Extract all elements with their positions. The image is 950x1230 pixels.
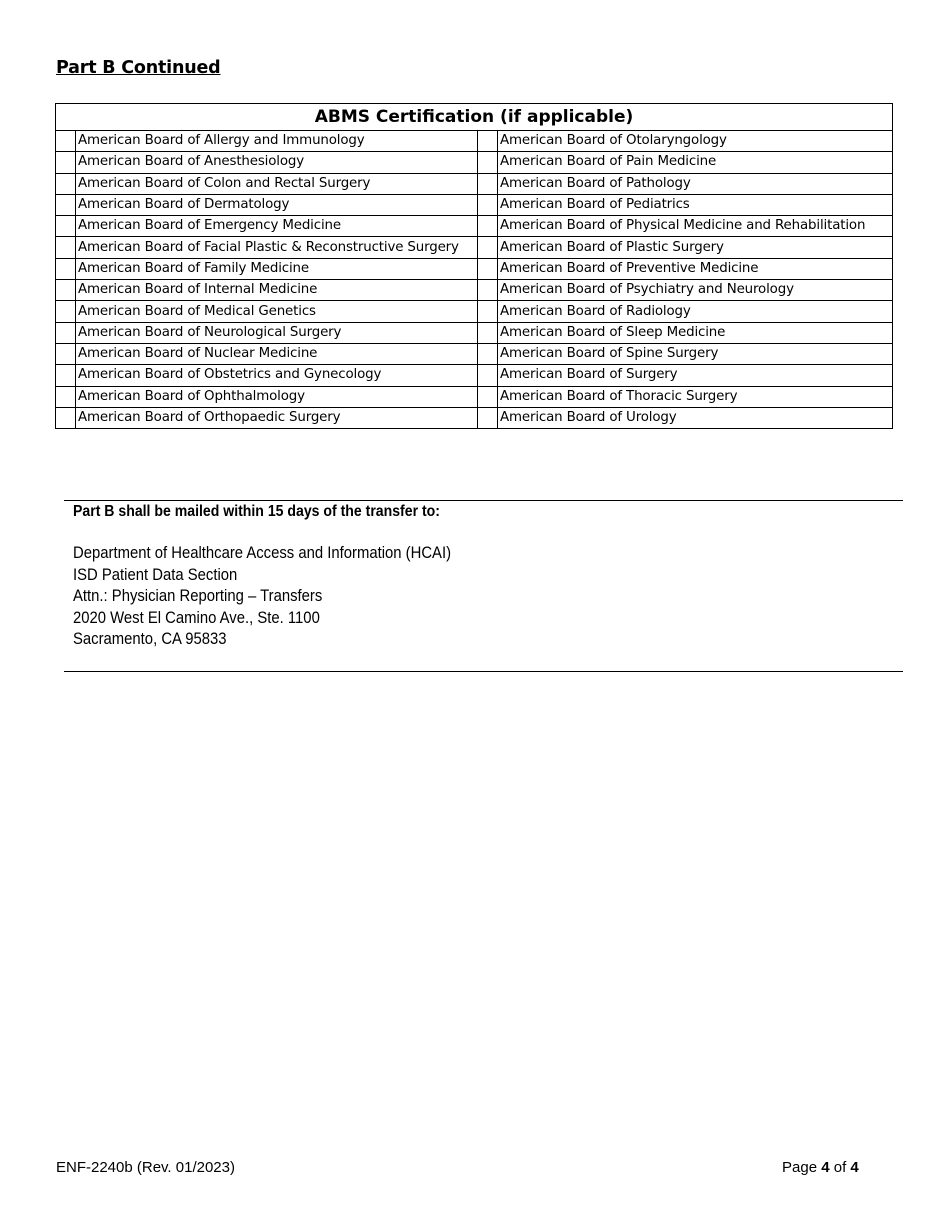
- abms-checkbox-left[interactable]: [56, 216, 76, 237]
- abms-checkbox-left[interactable]: [56, 301, 76, 322]
- page-label: Page: [782, 1159, 818, 1176]
- mailing-title: Part B shall be mailed within 15 days of the transfer to:: [73, 503, 440, 520]
- abms-row: [56, 407, 893, 428]
- page-current: 4: [821, 1159, 830, 1176]
- address-line: Attn.: Physician Reporting – Transfers: [73, 587, 323, 606]
- abms-checkbox-left[interactable]: [56, 407, 76, 428]
- address-line: Sacramento, CA 95833: [73, 630, 227, 649]
- abms-board-label: American Board of Orthopaedic Surgery: [76, 407, 478, 428]
- abms-board-label: American Board of Thoracic Surgery: [498, 386, 893, 407]
- abms-row: [56, 322, 893, 343]
- abms-board-label: American Board of Emergency Medicine: [76, 216, 478, 237]
- abms-checkbox-right[interactable]: [478, 194, 498, 215]
- abms-checkbox-left[interactable]: [56, 194, 76, 215]
- abms-checkbox-right[interactable]: [478, 301, 498, 322]
- form-id: ENF-2240b (Rev. 01/2023): [56, 1159, 235, 1176]
- abms-board-label: American Board of Sleep Medicine: [498, 322, 893, 343]
- abms-table-title: ABMS Certification (if applicable): [56, 104, 893, 131]
- abms-checkbox-left[interactable]: [56, 258, 76, 279]
- abms-row: [56, 173, 893, 194]
- abms-checkbox-left[interactable]: [56, 131, 76, 152]
- page-total: 4: [850, 1159, 859, 1176]
- abms-checkbox-right[interactable]: [478, 152, 498, 173]
- abms-board-label: American Board of Psychiatry and Neurology: [498, 280, 893, 301]
- abms-checkbox-left[interactable]: [56, 173, 76, 194]
- mailing-address: [73, 543, 451, 651]
- abms-board-label: American Board of Spine Surgery: [498, 343, 893, 364]
- abms-board-label: American Board of Physical Medicine and Rehabilitation: [498, 216, 893, 237]
- abms-checkbox-right[interactable]: [478, 216, 498, 237]
- abms-checkbox-right[interactable]: [478, 322, 498, 343]
- abms-board-label: American Board of Radiology: [498, 301, 893, 322]
- abms-checkbox-right[interactable]: [478, 343, 498, 364]
- abms-checkbox-left[interactable]: [56, 365, 76, 386]
- abms-board-label: American Board of Neurological Surgery: [76, 322, 478, 343]
- abms-row: [56, 386, 893, 407]
- abms-checkbox-left[interactable]: [56, 280, 76, 301]
- abms-board-label: American Board of Otolaryngology: [498, 131, 893, 152]
- abms-row: [56, 365, 893, 386]
- address-line: Department of Healthcare Access and Information (HCAI): [73, 544, 452, 562]
- abms-row: [56, 216, 893, 237]
- abms-checkbox-left[interactable]: [56, 152, 76, 173]
- abms-board-label: American Board of Internal Medicine: [76, 280, 478, 301]
- abms-board-label: American Board of Family Medicine: [76, 258, 478, 279]
- abms-row: [56, 343, 893, 364]
- abms-checkbox-right[interactable]: [478, 386, 498, 407]
- abms-checkbox-right[interactable]: [478, 237, 498, 258]
- abms-checkbox-right[interactable]: [478, 258, 498, 279]
- abms-board-label: American Board of Medical Genetics: [76, 301, 478, 322]
- abms-board-label: American Board of Preventive Medicine: [498, 258, 893, 279]
- abms-board-label: American Board of Nuclear Medicine: [76, 343, 478, 364]
- abms-board-label: American Board of Facial Plastic & Reconstructive Surgery: [76, 237, 478, 258]
- abms-checkbox-right[interactable]: [478, 280, 498, 301]
- abms-board-label: American Board of Surgery: [498, 365, 893, 386]
- abms-board-label: American Board of Obstetrics and Gynecology: [76, 365, 478, 386]
- page-of: of: [833, 1159, 847, 1176]
- mailing-instructions: [64, 500, 903, 672]
- abms-board-label: American Board of Plastic Surgery: [498, 237, 893, 258]
- abms-checkbox-right[interactable]: [478, 365, 498, 386]
- abms-board-label: American Board of Pain Medicine: [498, 152, 893, 173]
- abms-row: [56, 194, 893, 215]
- address-line: 2020 West El Camino Ave., Ste. 1100: [73, 608, 320, 627]
- abms-board-label: American Board of Colon and Rectal Surgery: [76, 173, 478, 194]
- address-line: ISD Patient Data Section: [73, 565, 238, 584]
- page-number: [782, 1159, 859, 1176]
- abms-row: [56, 237, 893, 258]
- abms-row: [56, 152, 893, 173]
- abms-board-label: American Board of Anesthesiology: [76, 152, 478, 173]
- abms-row: [56, 258, 893, 279]
- abms-board-label: American Board of Pathology: [498, 173, 893, 194]
- abms-checkbox-right[interactable]: [478, 131, 498, 152]
- abms-row: [56, 301, 893, 322]
- abms-checkbox-left[interactable]: [56, 237, 76, 258]
- abms-board-label: American Board of Ophthalmology: [76, 386, 478, 407]
- abms-checkbox-right[interactable]: [478, 173, 498, 194]
- abms-checkbox-left[interactable]: [56, 386, 76, 407]
- abms-certification-table: [55, 103, 893, 429]
- abms-row: [56, 280, 893, 301]
- abms-board-label: American Board of Pediatrics: [498, 194, 893, 215]
- abms-board-label: American Board of Urology: [498, 407, 893, 428]
- abms-board-label: American Board of Allergy and Immunology: [76, 131, 478, 152]
- page-heading: Part B Continued: [56, 58, 221, 78]
- abms-checkbox-right[interactable]: [478, 407, 498, 428]
- abms-board-label: American Board of Dermatology: [76, 194, 478, 215]
- abms-row: [56, 131, 893, 152]
- abms-checkbox-left[interactable]: [56, 322, 76, 343]
- abms-checkbox-left[interactable]: [56, 343, 76, 364]
